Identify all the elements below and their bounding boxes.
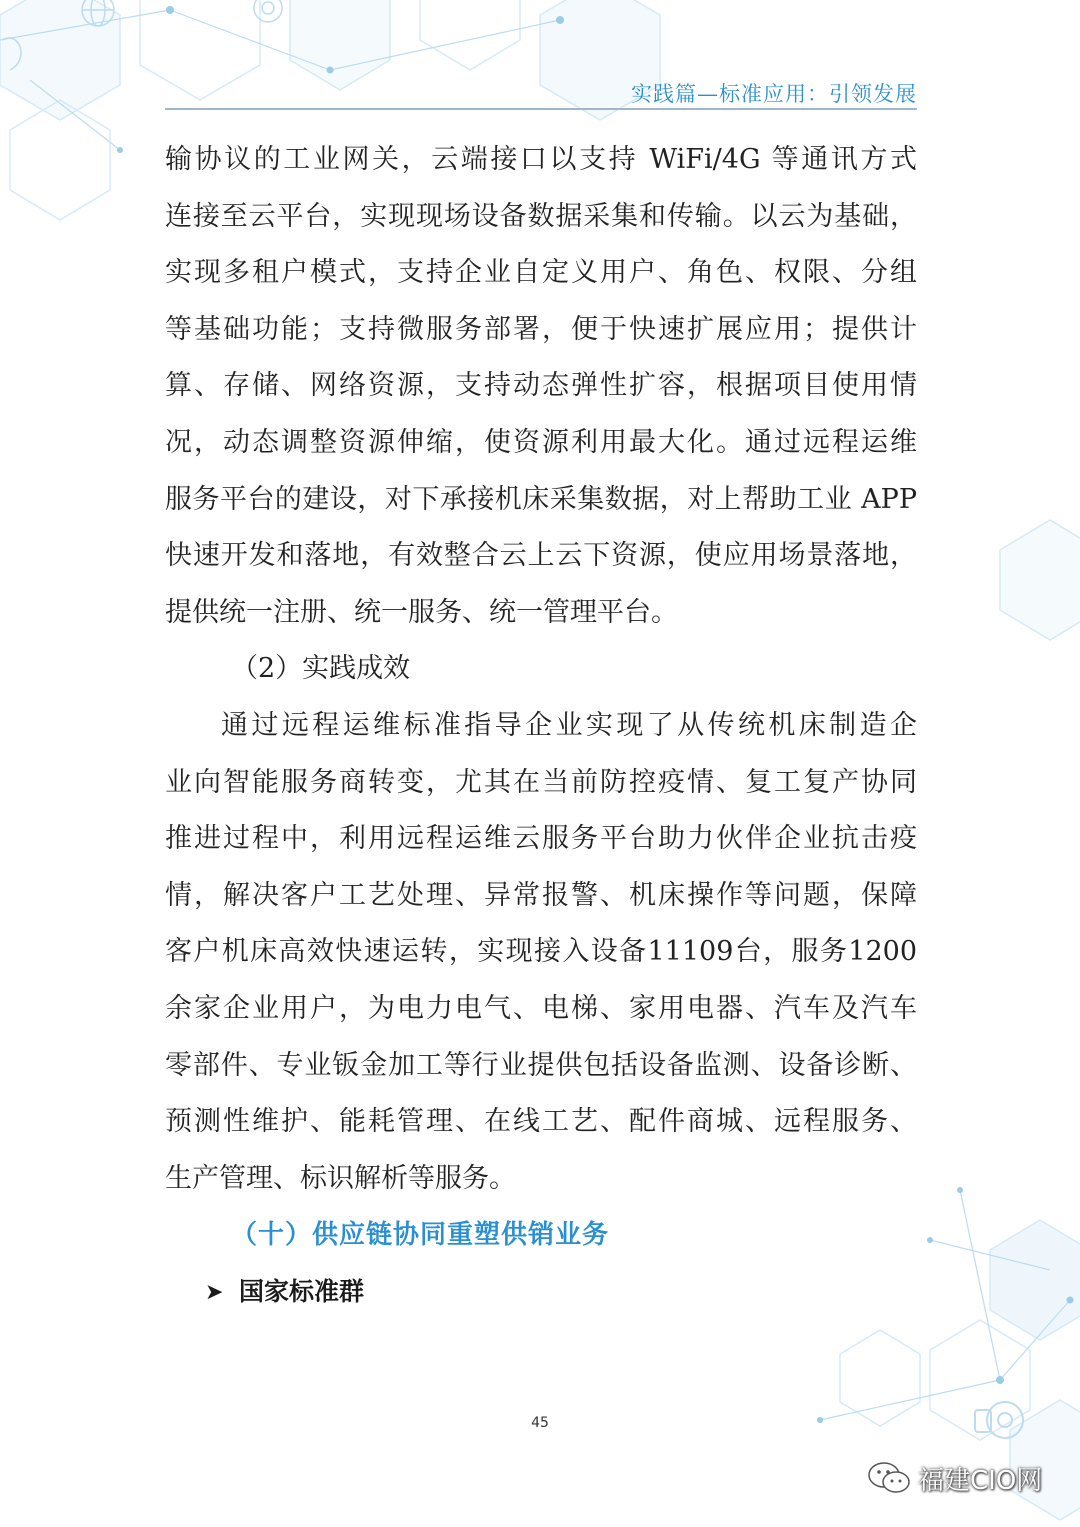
document-body xyxy=(165,132,917,1320)
text-line: 情，解决客户工艺处理、异常报警、机床操作等问题，保障 xyxy=(165,879,917,911)
paragraph-1 xyxy=(165,132,917,641)
text-line: 客户机床高效快速运转，实现接入设备11109台，服务1200 xyxy=(165,936,917,968)
text-line: 等基础功能；支持微服务部署，便于快速扩展应用；提供计 xyxy=(165,313,917,345)
page-number: 45 xyxy=(531,1415,549,1431)
text-line: 推进过程中，利用远程运维云服务平台助力伙伴企业抗击疫 xyxy=(165,823,917,855)
text-line: 预测性维护、能耗管理、在线工艺、配件商城、远程服务、 xyxy=(165,1106,917,1138)
bullet-heading-text: 国家标准群 xyxy=(239,1276,365,1306)
subheading: （2）实践成效 xyxy=(231,653,411,685)
text-line: 服务平台的建设，对下承接机床采集数据，对上帮助工业 APP xyxy=(165,483,917,515)
paragraph-2 xyxy=(165,698,917,1207)
text-line: 实现多租户模式，支持企业自定义用户、角色、权限、分组 xyxy=(165,257,917,289)
page-header xyxy=(165,74,917,110)
text-line: 输协议的工业网关，云端接口以支持 WiFi/4G 等通讯方式 xyxy=(165,144,917,175)
arrow-bullet-icon: ➤ xyxy=(205,1279,224,1305)
text-line: 余家企业用户，为电力电气、电梯、家用电器、汽车及汽车 xyxy=(165,992,917,1024)
text-line: 生产管理、标识解析等服务。 xyxy=(165,1162,516,1194)
header-title: 实践篇—标准应用：引领发展 xyxy=(631,82,917,106)
text-line: 况，动态调整资源伸缩，使资源利用最大化。通过远程运维 xyxy=(165,426,917,458)
text-line: 通过远程运维标准指导企业实现了从传统机床制造企 xyxy=(221,709,917,741)
text-line: 业向智能服务商转变，尤其在当前防控疫情、复工复产协同 xyxy=(165,766,917,798)
watermark-text: 福建CIO网 xyxy=(918,1465,1043,1496)
text-line: 提供统一注册、统一服务、统一管理平台。 xyxy=(165,596,678,628)
wechat-icon xyxy=(866,1460,912,1496)
text-line: 零部件、专业钣金加工等行业提供包括设备监测、设备诊断、 xyxy=(165,1049,917,1081)
text-line: 算、存储、网络资源，支持动态弹性扩容，根据项目使用情 xyxy=(165,370,917,402)
text-line: 连接至云平台，实现现场设备数据采集和传输。以云为基础， xyxy=(165,200,917,232)
watermark xyxy=(866,1458,1042,1498)
bullet-heading xyxy=(165,1264,917,1321)
text-line: 快速开发和落地，有效整合云上云下资源，使应用场景落地， xyxy=(165,540,917,572)
section-heading: （十）供应链协同重塑供销业务 xyxy=(231,1220,610,1251)
